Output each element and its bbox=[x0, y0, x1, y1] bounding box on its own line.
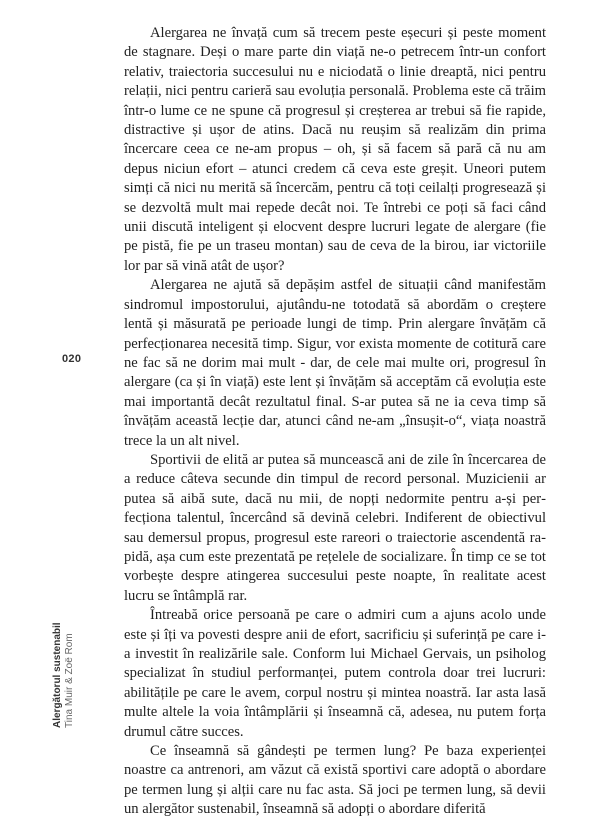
body-text bbox=[124, 24, 546, 820]
book-authors: Tina Muir & Zoë Rom bbox=[64, 633, 75, 728]
page-number: 020 bbox=[62, 353, 82, 365]
paragraph: Sportivii de elită ar putea să muncească ani de zile în încercarea de a reduce câteva secunde din timpul de record personal. Muzicienii ar putea să aibă sute, dacă nu mii, de nopți nedormite pentru a-și perfecționa talentul, încercând să devină celebri. Indiferent de obiectivul sau demersul propus, progresul este rareori o traiectorie ascendentă rapidă, așa cum este prezentată pe rețelele de socializare. În timp ce se tot vorbește despre atingerea succesului peste noapte, în realitate acest lucru se întâmplă rar. bbox=[124, 451, 546, 604]
paragraph: Întreabă orice persoană pe care o admiri cum a ajuns acolo unde este și îți va povesti despre anii de efort, sacrificiu și suferință pe care i-a investit în realizările sale. Conform lui Michael Gervais, un psiholog specializat în studiul performanței, putem controla doar trei lucruri: abilitățile pe care le avem, corpul nostru și mintea noastră. Iar asta lasă multe altele la voia întâmplării și înseamnă că, adesea, nu putem forța drumul către succes. bbox=[124, 607, 546, 740]
paragraph: Alergarea ne ajută să depășim astfel de situații când manifestăm sindromul impostorului, ajutându-ne totodată să abordăm o creștere lentă și măsurată pe perioade lungi de timp. Prin alergare învățăm că perfecționarea necesită timp. Sigur, vor exista momente de cotitură care ne fac să ne dorim mai mult - dar, de cele mai multe ori, progresul în alergare (ca și în viață) este lent și învățăm să acceptăm că evoluția este mai importantă decât rezultatul final. S-ar putea să ne ia ceva timp să învățăm această lecție dar, atunci când ne-am „însușit-o“, viața noastră trece la un alt nivel. bbox=[124, 277, 546, 449]
paragraph: Ce înseamnă să gândești pe termen lung? Pe baza experienței noastre ca antrenori, am văzut că există sportivi care adoptă o abordare pe termen lung și alții care nu fac asta. Să joci pe termen lung, să devii un alergător sustenabil, înseamnă să adopți o abordare diferită bbox=[124, 743, 546, 818]
paragraph: Alergarea ne învață cum să trecem peste eșecuri și peste moment de stagnare. Deși o mare parte din viață ne-o petrecem într-un confort relativ, traiectoria succesului nu e niciodată o linie dreaptă, nici pentru relații, nici pentru carieră sau evoluția personală. Problema este că trăim într-o lume ce ne spune că progresul și creșterea ar trebui să fie rapide, distractive și ușor de atins. Dacă nu reușim să realizăm din prima încercare ceea ce ne-am propus – oh, și să facem să pară că nu am depus niciun efort – atunci credem că ceva este greșit. Uneori putem simți că nici nu merită să încercăm, pentru că toți ceilalți progresează și se dezvoltă mult mai repede decât noi. Te întrebi ce poți să faci când unii discută inteligent și elocvent despre lucruri legate de alergare (fie pe pistă, fie pe un traseu montan) sau de ceva de la birou, iar victoriile lor par să vină atât de ușor? bbox=[124, 25, 546, 274]
book-title: Alergătorul sustenabil bbox=[52, 622, 63, 728]
